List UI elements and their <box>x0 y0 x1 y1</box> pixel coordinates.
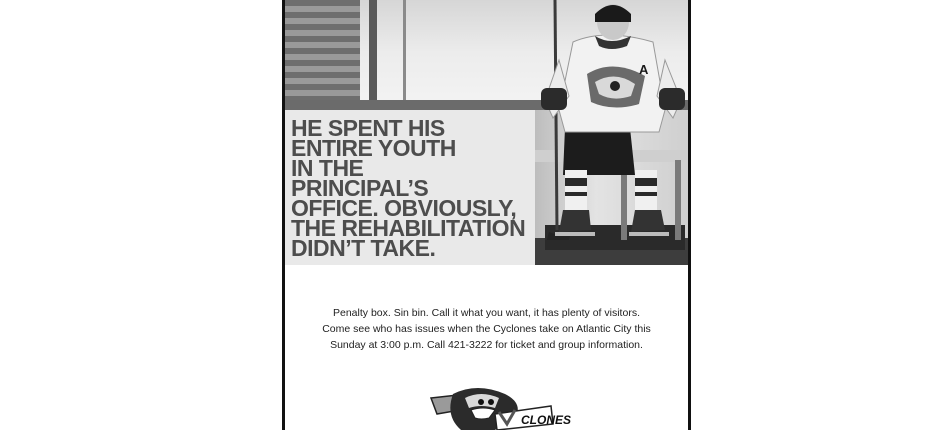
headline-line: THE REHABILITATION <box>291 215 526 241</box>
jersey-letter: A <box>639 62 649 77</box>
ad-headline <box>291 115 541 261</box>
body-line: Sunday at 3:00 p.m. Call 421-3222 for ticket and group information. <box>330 338 643 351</box>
penalty-box-photo <box>285 0 688 265</box>
glass-seam <box>403 0 406 100</box>
headline-line: HE SPENT HIS <box>291 115 445 141</box>
headline-line: OFFICE. OBVIOUSLY, <box>291 195 517 221</box>
headline-line: ENTIRE YOUTH <box>291 135 456 161</box>
headline-line: PRINCIPAL’S <box>291 175 429 201</box>
logo-wordmark: CLONES <box>521 413 572 427</box>
headline-line: IN THE <box>291 155 364 181</box>
body-line: Come see who has issues when the Cyclones take on Atlantic City this <box>322 322 651 335</box>
cyclones-logo <box>425 384 572 430</box>
glass-post <box>369 0 377 100</box>
hockey-player-image <box>535 0 688 250</box>
arena-seats <box>285 0 360 100</box>
headline-line: DIDN’T TAKE. <box>291 235 436 261</box>
body-line: Penalty box. Sin bin. Call it what you want, it has plenty of visitors. <box>333 306 640 319</box>
ad-body-copy <box>285 305 688 353</box>
print-ad <box>282 0 691 430</box>
